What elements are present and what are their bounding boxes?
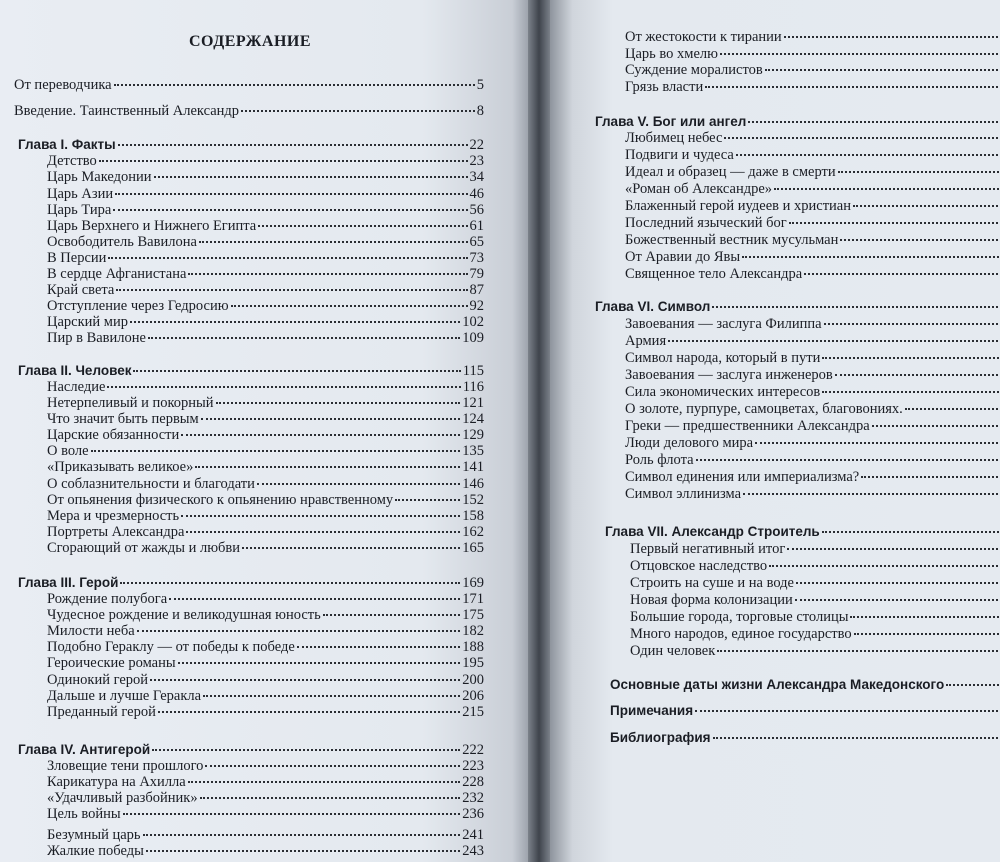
page-title: СОДЕРЖАНИЕ — [188, 33, 312, 50]
toc-entry — [625, 215, 1000, 231]
toc-page-number: 146 — [462, 476, 484, 492]
dot-leader — [186, 531, 460, 533]
toc-entry-title: «Приказывать великое» — [47, 459, 194, 475]
toc-chapter — [595, 114, 1000, 130]
dot-leader — [696, 459, 1000, 461]
toc-page-number: 135 — [462, 443, 484, 459]
toc-page-number: 5 — [476, 77, 484, 93]
toc-entry — [625, 469, 1000, 485]
toc-page-number: 116 — [462, 379, 484, 395]
toc-entry-title: Героические романы — [47, 655, 176, 671]
dot-leader — [181, 434, 460, 436]
toc-entry — [625, 62, 1000, 78]
toc-entry — [47, 704, 484, 720]
toc-entry-title: Сила экономических интересов — [625, 384, 821, 400]
toc-chapter — [18, 363, 484, 379]
toc-entry-title: Люди делового мира — [625, 435, 754, 451]
toc-entry — [47, 459, 484, 475]
toc-entry-title: Детство — [47, 153, 97, 169]
toc-entry — [630, 541, 1000, 557]
toc-entry — [14, 103, 484, 119]
toc-entry-title: Цель войны — [47, 806, 121, 822]
toc-entry-title: Основные даты жизни Александра Македонского — [610, 677, 945, 692]
toc-entry-title: Царские обязанности — [47, 427, 180, 443]
dot-leader — [742, 256, 1000, 258]
toc-entry-title: Царь во хмелю — [625, 46, 718, 62]
toc-entry — [47, 153, 484, 169]
dot-leader — [717, 650, 1000, 652]
toc-entry-title: От жестокости к тирании — [625, 29, 782, 45]
toc-entry — [47, 169, 484, 185]
toc-entry — [625, 232, 1000, 248]
dot-leader — [258, 225, 467, 227]
toc-entry — [625, 350, 1000, 366]
toc-entry — [47, 298, 484, 314]
dot-leader — [123, 813, 461, 815]
toc-entry-title: Нетерпеливый и покорный — [47, 395, 214, 411]
toc-entry — [47, 266, 484, 282]
toc-entry-title: Глава I. Факты — [18, 137, 116, 152]
dot-leader — [765, 69, 1000, 71]
dot-leader — [872, 425, 1000, 427]
dot-leader — [137, 630, 461, 632]
dot-leader — [146, 850, 460, 852]
toc-entry-title: Грязь власти — [625, 79, 704, 95]
dot-leader — [148, 337, 460, 339]
toc-page-number: 215 — [462, 704, 484, 720]
toc-entry-title: Примечания — [610, 703, 694, 718]
toc-entry-title: Наследие — [47, 379, 106, 395]
toc-entry — [630, 609, 1000, 625]
toc-entry-title: В Персии — [47, 250, 107, 266]
dot-leader — [113, 209, 467, 211]
toc-entry — [630, 558, 1000, 574]
dot-leader — [181, 515, 460, 517]
toc-page-number: 22 — [469, 137, 484, 153]
toc-entry — [630, 643, 1000, 659]
toc-entry — [625, 367, 1000, 383]
toc-entry — [47, 314, 484, 330]
dot-leader — [840, 239, 1000, 241]
dot-leader — [108, 257, 467, 259]
toc-entry — [625, 29, 1000, 45]
toc-page-number: 124 — [462, 411, 484, 427]
toc-entry — [625, 452, 1000, 468]
toc-entry-title: Глава VII. Александр Строитель — [605, 524, 820, 539]
toc-entry — [47, 806, 484, 822]
dot-leader — [118, 144, 468, 146]
dot-leader — [769, 565, 1000, 567]
toc-entry — [47, 379, 484, 395]
toc-entry-title: Последний языческий бог — [625, 215, 787, 231]
toc-entry — [47, 202, 484, 218]
toc-entry-title: Много народов, единое государство — [630, 626, 852, 642]
dot-leader — [231, 305, 468, 307]
toc-entry — [47, 411, 484, 427]
dot-leader — [787, 548, 1000, 550]
toc-entry-title: Освободитель Вавилона — [47, 234, 197, 250]
toc-page-number: 165 — [462, 540, 484, 556]
toc-page-number: 243 — [462, 843, 484, 859]
toc-entry-title: Глава VI. Символ — [595, 299, 711, 314]
toc-page-number: 169 — [462, 575, 484, 591]
toc-entry-title: Завоевания — заслуга инженеров — [625, 367, 833, 383]
dot-leader — [120, 582, 460, 584]
toc-entry — [625, 435, 1000, 451]
toc-chapter — [18, 575, 484, 591]
toc-page-number: 222 — [462, 742, 484, 758]
toc-entry — [47, 186, 484, 202]
dot-leader — [861, 476, 1000, 478]
dot-leader — [784, 36, 1000, 38]
dot-leader — [796, 582, 1000, 584]
toc-entry-title: Один человек — [630, 643, 716, 659]
dot-leader — [724, 137, 1000, 139]
dot-leader — [203, 695, 460, 697]
dot-leader — [712, 306, 1000, 308]
toc-entry-title: Любимец небес — [625, 130, 723, 146]
toc-page-number: 228 — [462, 774, 484, 790]
dot-leader — [107, 386, 460, 388]
dot-leader — [720, 53, 1000, 55]
dot-leader — [91, 450, 461, 452]
toc-entry-title: Пир в Вавилоне — [47, 330, 146, 346]
toc-page-number: 236 — [462, 806, 484, 822]
dot-leader — [822, 391, 1000, 393]
toc-entry — [625, 418, 1000, 434]
toc-entry — [625, 486, 1000, 502]
toc-entry — [47, 330, 484, 346]
toc-entry-title: Глава IV. Антигерой — [18, 742, 151, 757]
dot-leader — [154, 176, 468, 178]
toc-entry-title: Зловещие тени прошлого — [47, 758, 204, 774]
toc-entry — [47, 395, 484, 411]
dot-leader — [199, 241, 468, 243]
toc-entry-title: Греки — предшественники Александра — [625, 418, 870, 434]
dot-leader — [822, 531, 1000, 533]
toc-entry-title: В сердце Афганистана — [47, 266, 187, 282]
toc-entry — [625, 384, 1000, 400]
toc-page-number: 200 — [462, 672, 484, 688]
dot-leader — [755, 442, 1000, 444]
dot-leader — [905, 408, 1000, 410]
toc-page-number: 195 — [462, 655, 484, 671]
toc-entry-title: Символ народа, который в пути — [625, 350, 821, 366]
toc-page-number: 121 — [462, 395, 484, 411]
toc-entry — [625, 401, 1000, 417]
toc-entry-title: Сгорающий от жажды и любви — [47, 540, 241, 556]
toc-entry-title: От опьянения физического к опьянению нравственному — [47, 492, 394, 508]
toc-entry — [625, 130, 1000, 146]
toc-page-number: 158 — [462, 508, 484, 524]
toc-entry — [625, 164, 1000, 180]
toc-entry — [47, 234, 484, 250]
dot-leader — [850, 616, 1000, 618]
toc-entry-title: Роль флота — [625, 452, 694, 468]
dot-leader — [178, 662, 461, 664]
toc-entry — [47, 790, 484, 806]
dot-leader — [115, 193, 467, 195]
dot-leader — [216, 402, 461, 404]
dot-leader — [824, 323, 1000, 325]
toc-entry-title: Преданный герой — [47, 704, 156, 720]
toc-entry — [47, 492, 484, 508]
dot-leader — [143, 834, 461, 836]
dot-leader — [822, 357, 1000, 359]
dot-leader — [854, 633, 1000, 635]
toc-entry-title: Отступление через Гедросию — [47, 298, 229, 314]
dot-leader — [188, 273, 467, 275]
toc-entry — [47, 672, 484, 688]
toc-chapter — [595, 299, 1000, 315]
dot-leader — [114, 84, 475, 86]
toc-entry — [625, 181, 1000, 197]
toc-entry-title: О воле — [47, 443, 89, 459]
dot-leader — [188, 781, 461, 783]
toc-page-number: 129 — [462, 427, 484, 443]
toc-entry — [47, 427, 484, 443]
dot-leader — [795, 599, 1000, 601]
toc-entry — [47, 623, 484, 639]
toc-entry-title: Новая форма колонизации — [630, 592, 793, 608]
toc-appendix — [610, 703, 1000, 719]
toc-entry-title: Царь Верхнего и Нижнего Египта — [47, 218, 257, 234]
dot-leader — [297, 646, 460, 648]
dot-leader — [158, 711, 460, 713]
toc-entry-title: Портреты Александра — [47, 524, 185, 540]
toc-entry-title: Блаженный герой иудеев и христиан — [625, 198, 851, 214]
dot-leader — [205, 765, 460, 767]
toc-page-number: 8 — [476, 103, 484, 119]
toc-entry — [47, 774, 484, 790]
toc-entry — [47, 524, 484, 540]
dot-leader — [257, 483, 460, 485]
toc-entry — [47, 282, 484, 298]
toc-page-number: 61 — [469, 218, 484, 234]
toc-page-number: 162 — [462, 524, 484, 540]
toc-entry — [14, 77, 484, 93]
toc-page-number: 223 — [462, 758, 484, 774]
toc-entry-title: Глава V. Бог или ангел — [595, 114, 747, 129]
toc-entry — [625, 147, 1000, 163]
toc-page-number: 152 — [462, 492, 484, 508]
toc-entry-title: Чудесное рождение и великодушная юность — [47, 607, 321, 623]
dot-leader — [133, 370, 460, 372]
dot-leader — [668, 340, 1000, 342]
toc-entry-title: Царь Азии — [47, 186, 114, 202]
toc-entry — [625, 333, 1000, 349]
toc-appendix — [610, 730, 1000, 746]
toc-entry-title: Дальше и лучше Геракла — [47, 688, 202, 704]
toc-page-number: 73 — [469, 250, 484, 266]
dot-leader — [195, 466, 460, 468]
toc-entry-title: Отцовское наследство — [630, 558, 768, 574]
toc-entry — [47, 827, 484, 843]
toc-entry — [47, 508, 484, 524]
toc-entry — [47, 218, 484, 234]
toc-entry — [47, 655, 484, 671]
toc-entry-title: Священное тело Александра — [625, 266, 803, 282]
toc-entry — [47, 758, 484, 774]
toc-entry — [47, 639, 484, 655]
toc-entry — [625, 79, 1000, 95]
toc-entry — [47, 540, 484, 556]
toc-entry-title: Жалкие победы — [47, 843, 144, 859]
toc-chapter — [18, 742, 484, 758]
toc-page-number: 46 — [469, 186, 484, 202]
dot-leader — [201, 418, 461, 420]
toc-page-number: 92 — [469, 298, 484, 314]
toc-entry-title: Символ единения или империализма? — [625, 469, 860, 485]
dot-leader — [713, 737, 1000, 739]
dot-leader — [241, 110, 475, 112]
toc-entry-title: Что значит быть первым — [47, 411, 199, 427]
dot-leader — [130, 321, 460, 323]
toc-entry-title: О золоте, пурпуре, самоцветах, благовониях. — [625, 401, 903, 417]
toc-entry — [47, 591, 484, 607]
toc-entry-title: Мера и чрезмерность — [47, 508, 180, 524]
toc-entry-title: Божественный вестник мусульман — [625, 232, 839, 248]
toc-page-number: 56 — [469, 202, 484, 218]
toc-page-number: 241 — [462, 827, 484, 843]
toc-entry — [625, 198, 1000, 214]
toc-entry-title: Подвиги и чудеса — [625, 147, 734, 163]
toc-entry-title: Глава III. Герой — [18, 575, 119, 590]
toc-page-number: 79 — [469, 266, 484, 282]
toc-entry-title: «Удачливый разбойник» — [47, 790, 198, 806]
dot-leader — [150, 679, 460, 681]
toc-page-number: 141 — [462, 459, 484, 475]
toc-entry — [625, 249, 1000, 265]
toc-entry-title: Глава II. Человек — [18, 363, 132, 378]
toc-entry-title: Царский мир — [47, 314, 128, 330]
dot-leader — [116, 289, 467, 291]
toc-entry-title: Первый негативный итог — [630, 541, 786, 557]
toc-entry — [47, 843, 484, 859]
toc-page-number: 34 — [469, 169, 484, 185]
dot-leader — [748, 121, 1000, 123]
toc-entry-title: Символ эллинизма — [625, 486, 742, 502]
toc-entry-title: Милости неба — [47, 623, 135, 639]
toc-entry-title: Библиография — [610, 730, 711, 745]
toc-page-number: 206 — [462, 688, 484, 704]
toc-entry — [47, 688, 484, 704]
dot-leader — [323, 614, 460, 616]
dot-leader — [395, 499, 460, 501]
dot-leader — [774, 188, 1000, 190]
dot-leader — [946, 684, 1000, 686]
dot-leader — [804, 273, 1000, 275]
toc-entry-title: Одинокий герой — [47, 672, 149, 688]
toc-page-number: 109 — [462, 330, 484, 346]
toc-entry-title: Большие города, торговые столицы — [630, 609, 849, 625]
toc-entry-title: Армия — [625, 333, 667, 349]
dot-leader — [695, 710, 1000, 712]
dot-leader — [838, 171, 1000, 173]
toc-entry-title: Введение. Таинственный Александр — [14, 103, 240, 119]
book-gutter — [528, 0, 550, 862]
toc-entry-title: Подобно Гераклу — от победы к победе — [47, 639, 295, 655]
toc-entry — [630, 626, 1000, 642]
toc-entry-title: От Аравии до Явы — [625, 249, 741, 265]
toc-entry — [625, 266, 1000, 282]
toc-entry-title: Карикатура на Ахилла — [47, 774, 186, 790]
toc-entry — [630, 575, 1000, 591]
toc-entry-title: Суждение моралистов — [625, 62, 763, 78]
dot-leader — [169, 598, 460, 600]
toc-chapter — [18, 137, 484, 153]
dot-leader — [736, 154, 1000, 156]
dot-leader — [789, 222, 1000, 224]
toc-page-number: 175 — [462, 607, 484, 623]
toc-entry-title: О соблазнительности и благодати — [47, 476, 255, 492]
toc-page-number: 188 — [462, 639, 484, 655]
toc-entry-title: Край света — [47, 282, 115, 298]
toc-entry — [47, 250, 484, 266]
toc-page-number: 23 — [469, 153, 484, 169]
toc-entry — [47, 607, 484, 623]
toc-page-number: 102 — [462, 314, 484, 330]
toc-entry-title: «Роман об Александре» — [625, 181, 773, 197]
right-page — [550, 0, 1000, 862]
toc-page-number: 232 — [462, 790, 484, 806]
toc-entry-title: Рождение полубога — [47, 591, 168, 607]
toc-page-number: 182 — [462, 623, 484, 639]
toc-page-number: 65 — [469, 234, 484, 250]
toc-chapter — [605, 524, 1000, 540]
toc-entry — [625, 46, 1000, 62]
toc-page-number: 171 — [462, 591, 484, 607]
toc-entry-title: Безумный царь — [47, 827, 141, 843]
dot-leader — [152, 749, 460, 751]
toc-entry-title: Царь Македонии — [47, 169, 152, 185]
toc-entry — [47, 443, 484, 459]
dot-leader — [242, 547, 460, 549]
toc-entry-title: Строить на суше и на воде — [630, 575, 794, 591]
dot-leader — [705, 86, 1000, 88]
dot-leader — [743, 493, 1000, 495]
dot-leader — [99, 160, 468, 162]
toc-appendix — [610, 677, 1000, 693]
dot-leader — [853, 205, 1000, 207]
toc-page-number: 87 — [469, 282, 484, 298]
toc-entry-title: От переводчика — [14, 77, 112, 93]
toc-page-number: 115 — [462, 363, 484, 379]
toc-entry — [625, 316, 1000, 332]
dot-leader — [200, 797, 461, 799]
toc-entry — [630, 592, 1000, 608]
toc-entry-title: Идеал и образец — даже в смерти — [625, 164, 836, 180]
dot-leader — [835, 374, 1000, 376]
toc-entry-title: Завоевания — заслуга Филиппа — [625, 316, 822, 332]
toc-entry — [47, 476, 484, 492]
toc-entry-title: Царь Тира — [47, 202, 112, 218]
